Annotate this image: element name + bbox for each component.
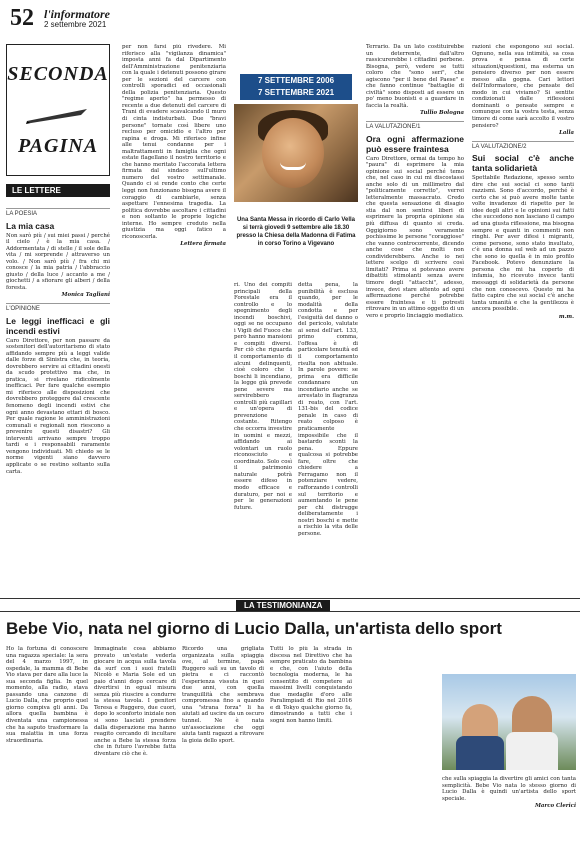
page-header (6, 6, 574, 30)
page-number: 52 (10, 5, 34, 31)
column-3 (234, 282, 292, 588)
le-lettere-section-bar (6, 184, 110, 197)
masthead-title[interactable]: l'informatore (44, 7, 111, 21)
opinion-text: Caro Direttore, per non passare da sostenitori dell'autoritarismo di stato affidando sempre più a leggi valide dalle forze di Sinistra che, in teoria, dovrebbero servire ai cittadini onesti da scudo protettivo ma che, in pratica, si rivelano ridicolmente inefficaci. Per fare qualche esempio mi riferisco alle disposizioni che dovrebbero proteggere dal crescente fenomeno degli incendi estivi che ogni anno devastano ettari di bosco. Per quale ragione le amministrazioni comunali e regionali non riescono a prevenire questi disastri? Gli interventi arrivano sempre troppo tardi e i responsabili raramente vengono individuati. Mi chiedo se le norme vigenti siano davvero applicate o se restino soltanto sulla carta. (6, 337, 110, 475)
tag-valutazione-1: LA VALUTAZIONE/1 (366, 121, 464, 131)
bebe-vio-photo (442, 674, 576, 770)
testi-column-3 (182, 646, 264, 856)
column-5-text: Terrario. Da un lato costituirebbe un deterrente, dall'altro rassicurerebbe i cittadini perbene. Bisogna, però, vedere se tutti coloro che "sono seri", che agiscono "per il bene del Paese" e che fanno continue "battaglie di civiltà" sono disposti ad essere un po' meno buonisti e a guardare in faccia la realtà. (366, 44, 464, 109)
testimonianza-bar (0, 598, 580, 612)
testi-text-3: Ricordo una grigliata organizzata sulla spiaggia ove, al termine, papà Ruggero salì su un tavolo di pietra e ci raccontò l'esperienza vissuta in quei due anni, con quella tranquillità che sembrava compromessa fino a quando una "strana forza" li ha aiutati ad uscire da un oscuro tunnel. Ne è nata un'associazione che oggi aiuta tanti ragazzi a ritrovare la gioia dello sport. (182, 646, 264, 744)
issue-date: 2 settembre 2021 (44, 20, 107, 29)
column-6-signature: Lalla (559, 130, 574, 137)
poem-signature: Monica Tagliani (61, 292, 110, 299)
column-4 (298, 282, 358, 588)
pen-icon (25, 107, 91, 125)
photo-smile (280, 162, 306, 170)
memorial-photo (234, 104, 358, 202)
testi-text-5: che sulla spiaggia la divertire gli amici con tanta semplicità. Bebe Vio nata lo stesso giorno di Lucio Dalla è quindi un'artista dello sport speciale. (442, 776, 576, 802)
column-6 (472, 44, 574, 588)
valutazione-2-title: Sui social c'è anche tanta solidarietà (472, 153, 574, 174)
testimonianza-headline: Bebe Vio, nata nel giorno di Lucio Dalla, un'artista dello sport (6, 619, 502, 638)
memorial-caption: Una Santa Messa in ricordo di Carlo Vella si terrà giovedì 9 settembre alle 18.30 presso la Chiesa della Madonna di Fatima in corso Torino a Vigevano (236, 217, 356, 247)
column-2-signature: Lettera firmata (180, 241, 226, 248)
column-1 (6, 204, 110, 584)
memorial-dates-banner (240, 74, 352, 100)
memorial-date-1: 7 SETTEMBRE 2006 (257, 76, 335, 85)
testi-column-1 (6, 646, 88, 856)
opinion-title: Le leggi inefficaci e gli incendi estivi (6, 315, 110, 336)
seconda-pagina-logo (6, 44, 110, 176)
column-5-signature: Tullio Bologna (419, 110, 464, 117)
testi-column-2 (94, 646, 176, 856)
valutazione-2-body: Spettabile Redazione, spesso sento dire che sui social ci sono tanti razzismi. Sono d'accordo, perché è certo che si può avere molte tante volte invadenze di rispetto per le idee degli altri e le opinioni sui fatti che succedono non lasciano il campo ad una giusta riflessione, ma bisogna sempre e quanti in commenti non ringhi. Per aver difesi i migranti, come persone, sono stato insultato, c'è una donna sul web ad un pazzo che sono io quella è in mio profilo Facebook. Potevo denunziare la persona che mi ha coperto di infamia, ho ricevuto invece tanti messaggi di solidarietà da persone che non conoscevo. Questo mi ha fatto capire che sui social c'è anche tanta umanità e che la gentilezza è ancora possibile. (472, 175, 574, 313)
photo-face (262, 118, 324, 188)
column-6-signature-2: m.m. (558, 313, 574, 320)
column-6-text: razioni che espongono sui social. Ognuno, nella sua intimità, sa cosa prova e pensa di certe situazioni/questioni, ma esterna un pensiero diverso per non essere messo alla gogna. Cari lettori dell'Informatore, che pensate del modo in cui viviamo? Si sentite condizionati dalle riflessioni dominanti o pensate sempre e comunque con la vostra testa, senza timore di come sarà accolto il vostro pensiero? (472, 44, 574, 129)
valutazione-1-title: Ora ogni affermazione può essere fraintesa (366, 133, 464, 154)
testimonianza-label: LA TESTIMONIANZA (236, 600, 330, 611)
testi-text-1: Ho la fortuna di conoscere una ragazza speciale: la sera del 4 marzo 1997, in ospedale, la mamma di Bebe Vio stava per dare alla luce la sua seconda figlia. In quel momento, alla radio, stava passando una canzone di Lucio Dalla, che proprio quel giorno compiva gli anni. Da allora quella bambina è diventata una campionessa che ha saputo trasformare la sua malattia in una forza straordinaria. (6, 646, 88, 744)
pagina-label: PAGINA (17, 135, 99, 157)
valutazione-1-body: Caro Direttore, ormai da tempo ho "paura" di esprimere la mia opinione sui social perché temo che, nel caso in cui mi discostassi anche solo di un millimetro dal "politicamente corretto", verrei letteralmente massacrato. Credo che questa sensazione di disagio stia dal non sentirsi liberi di esprimere la propria opinione sia più diffusa di quanto si creda. Oggigiorno sono veramente pochissime le persone "coraggiose" che vanno controcorrente, dicendo anche cose che molti non condividerebbero. Anche io nei lettere scelgo di scrivere così limitati? Prima si potevano avere dibattiti stimolanti senza avere timore degli "attacchi", adesso, invece, devi stare attento ad ogni affermazione perché potrebbe essere fraintesa e ti potresti ritrovare in un attimo oggetto di un vero e proprio linciaggio mediatico. (366, 155, 464, 319)
testi-column-4 (270, 646, 352, 856)
photo-shirt-2 (506, 732, 558, 770)
memorial-date-2: 7 SETTEMBRE 2021 (257, 88, 335, 97)
photo-shirt-1 (456, 736, 504, 770)
tag-poesia: LA POESIA (6, 208, 110, 218)
column-4-text: detta pena, la punibilità è esclusa quando, per le modalità della condotta e per l'esiguità del danno o del pericolo, valutate ai sensi dell'art. 133, primo comma, l'offesa è di particolare tenuità ed il comportamento risulta non abituale. In parole povere: se prima era difficile condannare un incendiario anche se arrestato in flagranza di reato, con l'art. 131-bis del codice penale in caso di reato colposo è praticamente impossibile che il bastardo sconti la pena. Eppure qualcosa si potrebbe fare, oltre che chiedere a Ferragamo non il potenziare vedere, rafforzando i controlli sul territorio e aumentando le pene per chi distrugge deliberatamente i nostri boschi e mette a rischio la vita delle persone. (298, 282, 358, 537)
column-2 (122, 44, 226, 588)
tag-valutazione-2: LA VALUTAZIONE/2 (472, 141, 574, 151)
testi-text-4: Tutti lo più la strada in discesa nel Direttivo che ha sempre praticato da bambina e che, con l'aiuto della tecnologia moderna, le ha consentito di competere ai massimi livelli conquistando due medaglie d'oro alle Paralimpiadi di Rio nel 2016 e di Tokyo qualche giorno fa, dimostrando a tutti che i sogni non hanno limiti. (270, 646, 352, 725)
testi-text-2: Immaginate cosa abbiamo provato un'estate vederla giocare in acqua sulla tavola da surf con i suoi fratelli Nicolò e Maria Sole ed un paio d'anni dopo cercare di divertirsi in egual misura senza più riuscire a condurre la stessa tavola. I genitori Teresa e Ruggero, due cuori, dopo lo sconforto iniziale non si sono lasciati prendere dalla disperazione ma hanno reagito cercando di incultare anche a Bebe la stessa forza che in futuro l'avrebbe fatta diventare ciò che è. (94, 646, 176, 757)
seconda-label: SECONDA (7, 63, 109, 85)
tag-opinione: L'OPINIONE (6, 303, 110, 313)
le-lettere-label: LE LETTERE (12, 186, 61, 195)
poem-title: La mia casa (6, 220, 55, 231)
testi-signature: Marco Clerici (534, 803, 576, 810)
column-3-text: ri. Uno dei compiti principali della Forestale era il controllo e lo spegnimento degli incendi boschivi, oggi se ne occupano i Vigili del Fuoco che però hanno mansioni e compiti diversi. Per ciò che riguarda il comportamento di alcuni delinquenti, cioè coloro che i boschi li incendiano, la legge già prevede pene severe ma servirebbero controlli più capillari e un'opera di prevenzione costante. Ritengo che occorra investire in uomini e mezzi, affidando ai volontari un ruolo riconosciuto e coordinato. Solo così il patrimonio naturale potrà essere difeso in modo efficace e duraturo, per noi e per le generazioni future. (234, 282, 292, 511)
testi-column-5 (442, 776, 576, 836)
column-5 (366, 44, 464, 588)
column-2-text: per non farsi più rivedere. Mi riferisco alla "vigilanza dinamica" imposta anni fa dal Dipartimento dell'Amministrazione penitenziaria con la quale i detenuti possono girare per le sezioni del carcere con controlli sporadici ed occasionali della polizia penitenziaria. Questo "regime aperto" ha permesso di recente a due detenuti del carcere di Trani di evadere scavalcando il muro di cinta indisturbati. Due "bravi persone" tornate così libere uno recluso per omicidio e l'altro per rapina e droga. Mi riferisco infine alle tenui condanne per i maltrattamenti in famiglia che ogni estate flagellano il nostro territorio e che hanno meritato l'accorata lettera firmata dal sindaco sull'ultimo numero del vostro settimanale. Quando ci si rende conto che certe leggi non funzionano bisogna avere il coraggio di cambiarle, senza aspettare l'ennesima tragedia. La politica dovrebbe ascoltare i cittadini e non soltanto le proprie logiche interne. Ho sempre creduto nella giustizia ma oggi fatico a riconoscerla. (122, 44, 226, 240)
poem-text: Non sarò più / sui miei passi / perché il cielo / è la mia casa. / Addormentata / di stelle / il sole della vita / mi sorprende / attraverso un volo. / Non sarò più / fra chi mi conosce / la mia patria / l'abbraccio giusto / della luce / accanto a me / giochetti / a sfiorare gli alberi / della foresta. (6, 232, 110, 291)
